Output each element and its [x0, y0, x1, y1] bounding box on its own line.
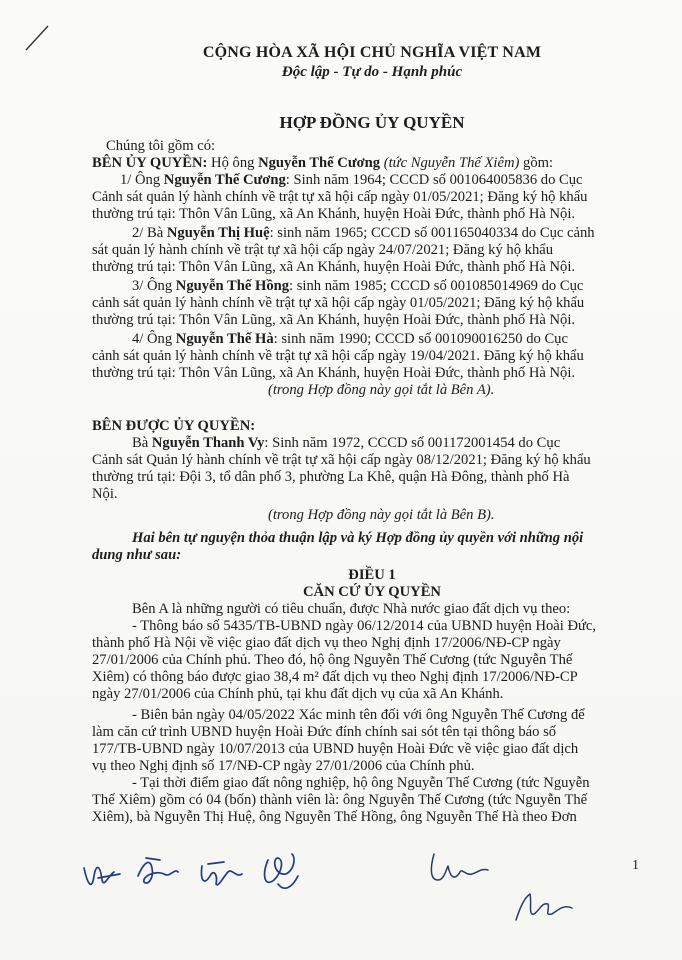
member-detail: Cảnh sát quản lý hành chính về trật tự xã hội cấp ngày 01/05/2021; Đăng ký hộ khẩu: [92, 189, 588, 205]
article-line: Thế Xiêm) gồm có 04 (bốn) thành viên là: ông Nguyễn Thế Cương (tức Nguyễn Thế: [92, 792, 588, 808]
pen-stroke-mark: [24, 22, 54, 52]
member-entry: [92, 331, 652, 382]
member-name: Nguyễn Thế Hà: [175, 331, 274, 347]
party-a-prefix: Hộ ông: [207, 155, 259, 171]
article-line: Bên A là những người có tiêu chuẩn, được Nhà nước giao đất dịch vụ theo:: [132, 601, 571, 617]
article-line: vụ theo Nghị định số 17/NĐ-CP ngày 27/01/2006 của Chính phủ.: [92, 758, 475, 774]
member-name: Nguyễn Thị Huệ: [166, 225, 270, 241]
party-b-section: [92, 418, 652, 524]
member-detail: : sinh năm 1985; CCCD số 001085014969 do Cục: [289, 278, 584, 294]
party-a-label: BÊN ỦY QUYỀN:: [92, 155, 208, 171]
article-line: Xiêm) có thông báo được giao 38,4 m² đất dịch vụ theo Nghị định 17/2006/NĐ-CP: [92, 669, 578, 685]
member-prefix: 3/ Ông: [132, 278, 176, 294]
party-b-note: (trong Hợp đồng này gọi tắt là Bên B).: [268, 507, 495, 523]
party-b-signature: [424, 846, 504, 894]
member-prefix: 1/ Ông: [120, 172, 164, 188]
intro-line: Chúng tôi gồm có:: [106, 138, 216, 154]
member-detail: : Sinh năm 1964; CCCD số 001064005836 do Cục: [285, 172, 583, 188]
party-b-address: thường trú tại: Đội 3, tổ dân phố 3, phường La Khê, quận Hà Đông, thành phố Hà: [92, 469, 570, 485]
party-b-address: Nội.: [92, 486, 118, 502]
article-line: ngày 27/01/2006 của Chính phủ, tại khu đất dịch vụ của xã An Khánh.: [92, 686, 504, 702]
member-prefix: 2/ Bà: [132, 225, 167, 241]
member-prefix: 4/ Ông: [132, 331, 176, 347]
national-motto: Độc lập - Tự do - Hạnh phúc: [281, 64, 463, 80]
member-detail: cảnh sát quản lý hành chính về trật tự xã hội cấp ngày 19/04/2021. Đăng ký hộ khẩu: [92, 348, 584, 364]
witness-signature: [510, 880, 590, 926]
member-detail: : sinh năm 1990; CCCD số 001090016250 do Cục: [273, 331, 568, 347]
article-line: - Tại thời điểm giao đất nông nghiệp, hộ ông Nguyễn Thế Cương (tức Nguyễn: [132, 775, 590, 791]
page-number: 1: [632, 858, 639, 873]
country-header: CỘNG HÒA XÃ HỘI CHỦ NGHĨA VIỆT NAM: [202, 44, 542, 61]
member-address: thường trú tại: Thôn Vân Lũng, xã An Khánh, huyện Hoài Đức, thành phố Hà Nội.: [92, 259, 576, 275]
member-detail: sát quản lý hành chính về trật tự xã hội cấp ngày 24/07/2021; Đăng ký hộ khẩu: [92, 242, 554, 258]
party-b-detail: : Sinh năm 1972, CCCD số 001172001454 do Cục: [264, 435, 561, 451]
party-a-household-name: Nguyễn Thế Cương: [258, 155, 381, 171]
agreement-line: dung như sau:: [92, 547, 182, 563]
article-line: - Biên bản ngày 04/05/2022 Xác minh tên đối với ông Nguyễn Thế Cương để: [132, 707, 585, 723]
article-1: [92, 567, 652, 826]
member-entry: [92, 278, 652, 329]
member-address: thường trú tại: Thôn Vân Lũng, xã An Khánh, huyện Hoài Đức, thành phố Hà Nội.: [92, 365, 576, 381]
member-detail: cảnh sát quản lý hành chính về trật tự xã hội cấp ngày 01/05/2021; Đăng ký hộ khẩu: [92, 295, 585, 311]
parties-section: [92, 138, 652, 399]
article-line: Xiêm), bà Nguyễn Thị Huệ, ông Nguyễn Thế Hồng, ông Nguyễn Thế Hà theo Đơn: [92, 809, 577, 825]
article-line: 27/01/2006 của Chính phủ. Theo đó, hộ ông Nguyễn Thế Cương (tức Nguyễn Thế: [92, 652, 573, 668]
agreement-section: [92, 530, 652, 564]
member-entry: [92, 172, 652, 223]
article-number: ĐIỀU 1: [348, 567, 396, 583]
party-a-suffix: gồm:: [519, 155, 554, 171]
party-a-alias: (tức Nguyễn Thế Xiêm): [383, 155, 520, 171]
article-heading: CĂN CỨ ỦY QUYỀN: [303, 584, 441, 600]
member-name: Nguyễn Thế Cương: [163, 172, 286, 188]
party-b-label: BÊN ĐƯỢC ỦY QUYỀN:: [92, 418, 256, 434]
article-line: làm căn cứ trình UBND huyện Hoài Đức đính chính sai sót tên tại thông báo số: [92, 724, 557, 740]
article-line: 177/TB-UBND ngày 10/07/2013 của UBND huyện Hoài Đức về việc giao đất dịch: [92, 741, 579, 757]
member-name: Nguyễn Thế Hồng: [175, 278, 290, 294]
member-detail: : sinh năm 1965; CCCD số 001165040334 do Cục cảnh: [269, 225, 595, 241]
party-b-name: Nguyễn Thanh Vy: [151, 435, 265, 451]
member-address: thường trú tại: Thôn Vân Lũng, xã An Khánh, huyện Hoài Đức, thành phố Hà Nội.: [92, 312, 576, 328]
party-b-detail: Cảnh sát Quản lý hành chính về trật tự xã hội cấp ngày 08/12/2021; Đăng ký hộ khẩu: [92, 452, 591, 468]
party-b-prefix: Bà: [132, 435, 152, 451]
party-a-note: (trong Hợp đồng này gọi tắt là Bên A).: [268, 382, 495, 398]
contract-title: HỢP ĐỒNG ỦY QUYỀN: [279, 113, 465, 132]
party-a-heading: [92, 155, 652, 172]
article-line: - Thông báo số 5435/TB-UBND ngày 06/12/2014 của UBND huyện Hoài Đức,: [132, 618, 597, 634]
party-a-signatures: [78, 846, 368, 902]
member-entry: [92, 225, 652, 276]
agreement-line: Hai bên tự nguyện thỏa thuận lập và ký Hợp đồng ủy quyền với những nội: [132, 530, 584, 546]
member-address: thường trú tại: Thôn Vân Lũng, xã An Khánh, huyện Hoài Đức, thành phố Hà Nội.: [92, 206, 576, 222]
article-line: thành phố Hà Nội về việc giao đất dịch vụ theo Nghị định 17/2006/NĐ-CP ngày: [92, 635, 561, 651]
